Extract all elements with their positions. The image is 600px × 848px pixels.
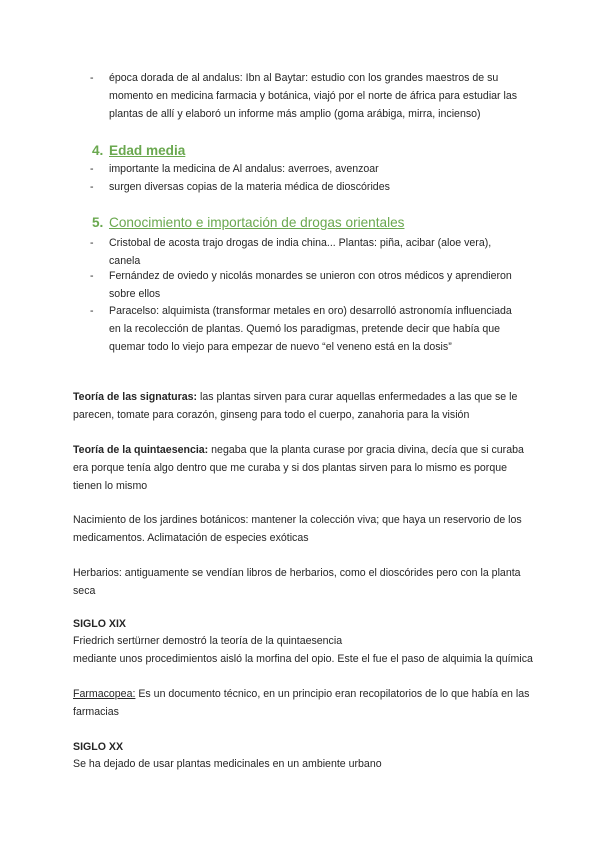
siglo-xx-line-1: Se ha dejado de usar plantas medicinales en un ambiente urbano <box>73 758 382 770</box>
siglo-xx-heading: SIGLO XX <box>73 741 124 753</box>
list-item <box>92 235 522 271</box>
signaturas-paragraph <box>73 389 533 425</box>
siglo-xix-line-2: mediante unos procedimientos aisló la morfina del opio. Este el fue el paso de alquimia la química <box>73 653 533 665</box>
farmacopea-term: Farmacopea: <box>73 688 136 700</box>
bullet-dash: - <box>90 305 94 317</box>
section-4-heading <box>92 142 185 160</box>
herbarios-paragraph: Herbarios: antiguamente se vendían libros de herbarios, como el dioscórides pero con la planta seca <box>73 567 521 597</box>
signaturas-term: Teoría de las signaturas: <box>73 391 198 403</box>
quintaesencia-text: negaba que la planta curase por gracia divina, decía que si curaba era porque tenía algo dentro que me curaba y si dos plantas sirven para lo mismo es porque tienen lo mismo <box>73 444 524 492</box>
bullet-text: Fernández de oviedo y nicolás monardes se unieron con otros médicos y aprendieron sobre ellos <box>109 270 512 300</box>
bullet-text: Paracelso: alquimista (transformar metales en oro) desarrolló astronomía influenciada en la recolección de plantas. Quemó los paradigmas, pretende decir que había que quemar todo lo viejo para empezar de nuevo “el veneno está en la dosis” <box>109 305 512 353</box>
bullet-text: surgen diversas copias de la materia médica de dioscórides <box>109 181 390 193</box>
section-5-heading <box>92 214 404 232</box>
quintaesencia-term: Teoría de la quintaesencia: <box>73 444 209 456</box>
bullet-dash: - <box>90 72 94 84</box>
section-title: Edad media <box>109 143 186 158</box>
bullet-text: importante la medicina de Al andalus: averroes, avenzoar <box>109 163 379 175</box>
bullet-dash: - <box>90 163 94 175</box>
list-item <box>92 70 522 123</box>
bullet-text: época dorada de al andalus: Ibn al Baytar: estudio con los grandes maestros de su momento en medicina farmacia y botánica, viajó por el norte de áfrica para estudiar las plantas de allí y elaboró un informe más amplio (goma arábiga, mirra, incienso) <box>109 72 518 120</box>
jardines-paragraph: Nacimiento de los jardines botánicos: mantener la colección viva; que haya un reservorio de los medicamentos. Aclimatación de especies exóticas <box>73 514 522 544</box>
list-item <box>92 179 522 197</box>
siglo-xix-line-1: Friedrich sertürner demostró la teoría de la quintaesencia <box>73 635 343 647</box>
list-item <box>92 303 522 356</box>
bullet-dash: - <box>90 237 94 249</box>
farmacopea-paragraph <box>73 686 533 722</box>
bullet-text: Cristobal de acosta trajo drogas de india china... Plantas: piña, acibar (aloe vera), canela <box>109 237 492 267</box>
farmacopea-text: Es un documento técnico, en un principio eran recopilatorios de lo que había en las farmacias <box>73 688 530 718</box>
list-item <box>92 161 522 179</box>
siglo-xix-heading: SIGLO XIX <box>73 618 126 630</box>
section-number: 4. <box>92 143 104 158</box>
list-item <box>92 268 522 304</box>
signaturas-text: las plantas sirven para curar aquellas enfermedades a las que se le parecen, tomate para corazón, ginseng para todo el cuerpo, zanahoria para la visión <box>73 391 518 421</box>
quintaesencia-paragraph <box>73 442 533 495</box>
section-title: Conocimiento e importación de drogas orientales <box>109 215 405 230</box>
bullet-dash: - <box>90 270 94 282</box>
bullet-dash: - <box>90 181 94 193</box>
section-number: 5. <box>92 215 104 230</box>
